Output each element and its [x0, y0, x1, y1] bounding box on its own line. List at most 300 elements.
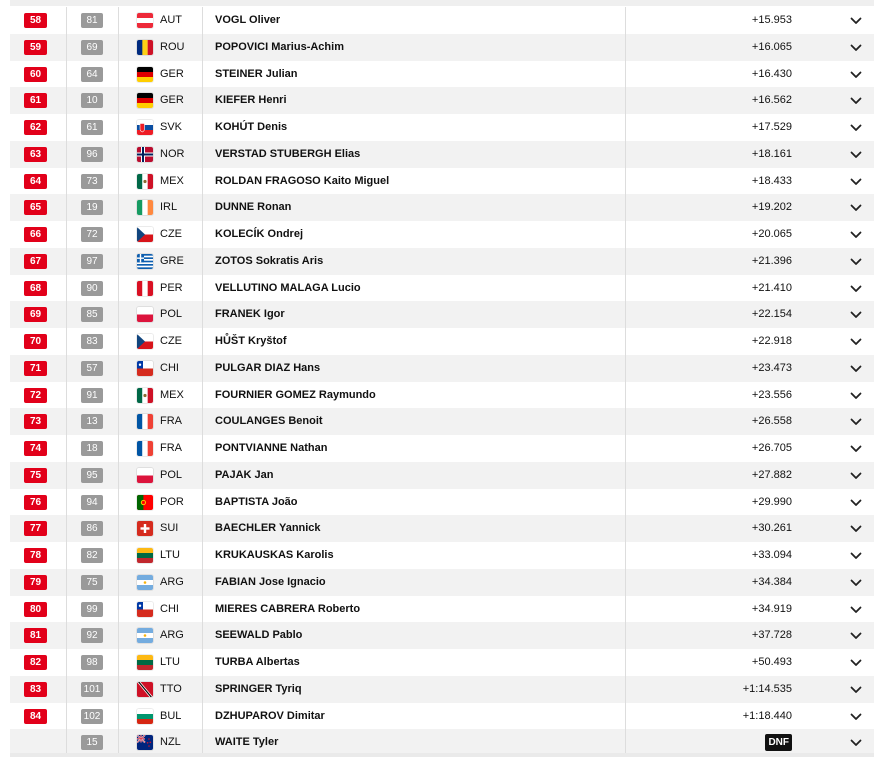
flag-mex-icon	[137, 174, 153, 189]
nation-code: NOR	[160, 147, 185, 160]
column-divider	[118, 596, 119, 623]
athlete-name[interactable]: KOLECÍK Ondrej	[215, 228, 304, 240]
result-row[interactable]	[10, 515, 874, 542]
chevron-down-icon[interactable]	[849, 442, 863, 456]
time-gap: +16.065	[751, 40, 792, 53]
column-divider	[118, 248, 119, 275]
bib-badge: 15	[81, 735, 103, 750]
time-gap: +21.410	[751, 281, 792, 294]
chevron-down-icon[interactable]	[849, 629, 863, 643]
chevron-down-icon[interactable]	[849, 710, 863, 724]
rank-badge: 64	[24, 174, 47, 189]
chevron-down-icon[interactable]	[849, 94, 863, 108]
column-divider	[625, 435, 626, 462]
flag-per-icon	[137, 281, 153, 296]
result-row[interactable]	[10, 275, 874, 302]
column-divider	[66, 596, 67, 623]
column-divider	[66, 569, 67, 596]
column-divider	[118, 194, 119, 221]
column-divider	[202, 141, 203, 168]
chevron-down-icon[interactable]	[849, 469, 863, 483]
bib-badge: 99	[81, 602, 103, 617]
nation-code: BUL	[160, 709, 182, 722]
time-gap: +22.154	[751, 308, 792, 321]
column-divider	[66, 355, 67, 382]
chevron-down-icon[interactable]	[849, 68, 863, 82]
rank-badge: 58	[24, 13, 47, 28]
athlete-name[interactable]: FOURNIER GOMEZ Raymundo	[215, 388, 376, 401]
flag-bul-icon	[137, 709, 153, 724]
nation-code: MEX	[160, 388, 184, 401]
column-divider	[118, 141, 119, 168]
column-divider	[202, 275, 203, 302]
column-divider	[66, 7, 67, 34]
previous-row-edge	[10, 0, 874, 6]
rank-badge: 70	[24, 334, 47, 349]
result-row[interactable]	[10, 248, 874, 275]
column-divider	[118, 462, 119, 489]
chevron-down-icon[interactable]	[849, 41, 863, 55]
result-row[interactable]	[10, 355, 874, 382]
flag-fra-icon	[137, 441, 153, 456]
bib-badge: 91	[81, 388, 103, 403]
column-divider	[118, 435, 119, 462]
column-divider	[118, 676, 119, 703]
nation-code: GER	[160, 94, 184, 107]
rank-badge: 65	[24, 200, 47, 215]
bib-badge: 101	[81, 682, 103, 697]
nation-code: PER	[160, 281, 183, 294]
time-gap: +34.384	[751, 575, 792, 588]
result-row[interactable]	[10, 408, 874, 435]
athlete-name[interactable]: BAPTISTA João	[215, 495, 298, 508]
column-divider	[625, 462, 626, 489]
column-divider	[625, 649, 626, 676]
column-divider	[202, 355, 203, 382]
bib-badge: 97	[81, 254, 103, 269]
athlete-name[interactable]: PAJAK Jan	[215, 468, 274, 481]
column-divider	[118, 649, 119, 676]
result-row[interactable]	[10, 7, 874, 34]
nation-code: CHI	[160, 361, 179, 374]
nation-code: IRL	[160, 201, 178, 214]
bib-badge: 85	[81, 307, 103, 322]
column-divider	[625, 515, 626, 542]
nation-code: NZL	[160, 736, 181, 749]
athlete-name[interactable]: STEINER Julian	[215, 67, 298, 80]
rank-badge: 71	[24, 361, 47, 376]
result-row[interactable]	[10, 676, 874, 703]
athlete-name[interactable]: MIERES CABRERA Roberto	[215, 602, 361, 615]
athlete-name[interactable]: KOHÚT Denis	[215, 121, 288, 133]
athlete-name[interactable]: KRUKAUSKAS Karolis	[215, 549, 334, 561]
chevron-down-icon[interactable]	[849, 549, 863, 563]
column-divider	[66, 87, 67, 114]
flag-pol-icon	[137, 307, 153, 322]
athlete-name[interactable]: FRANEK Igor	[215, 308, 285, 321]
column-divider	[202, 248, 203, 275]
rank-badge: 66	[24, 227, 47, 242]
result-row[interactable]	[10, 168, 874, 195]
column-divider	[202, 382, 203, 409]
rank-badge: 61	[24, 93, 47, 108]
column-divider	[202, 408, 203, 435]
column-divider	[118, 489, 119, 516]
rank-badge: 72	[24, 388, 47, 403]
column-divider	[202, 596, 203, 623]
column-divider	[66, 703, 67, 730]
nation-code: LTU	[160, 549, 180, 561]
bib-badge: 69	[81, 40, 103, 55]
column-divider	[66, 328, 67, 355]
result-row[interactable]	[10, 194, 874, 221]
time-gap: +16.430	[751, 67, 792, 80]
rank-badge: 62	[24, 120, 47, 135]
column-divider	[118, 382, 119, 409]
time-gap: +16.562	[751, 94, 792, 107]
bib-badge: 19	[81, 200, 103, 215]
chevron-down-icon[interactable]	[849, 308, 863, 322]
column-divider	[625, 221, 626, 248]
bib-badge: 61	[81, 120, 103, 135]
flag-svk-icon	[137, 120, 153, 135]
time-gap: +18.433	[751, 174, 792, 187]
column-divider	[625, 114, 626, 141]
column-divider	[625, 542, 626, 569]
flag-arg-icon	[137, 575, 153, 590]
column-divider	[202, 489, 203, 516]
nation-code: CZE	[160, 335, 182, 347]
column-divider	[118, 221, 119, 248]
athlete-name[interactable]: WAITE Tyler	[215, 736, 279, 749]
column-divider	[118, 275, 119, 302]
table-bottom-edge	[10, 753, 874, 757]
rank-badge: 78	[24, 548, 47, 563]
column-divider	[66, 408, 67, 435]
bib-badge: 57	[81, 361, 103, 376]
column-divider	[202, 328, 203, 355]
column-divider	[625, 301, 626, 328]
result-row[interactable]	[10, 489, 874, 516]
result-row[interactable]	[10, 435, 874, 462]
bib-badge: 72	[81, 227, 103, 242]
bib-badge: 90	[81, 281, 103, 296]
time-gap: +22.918	[751, 335, 792, 347]
athlete-name[interactable]: VOGL Oliver	[215, 14, 281, 26]
chevron-down-icon[interactable]	[849, 683, 863, 697]
flag-ltu-icon	[137, 548, 153, 563]
athlete-name[interactable]: PONTVIANNE Nathan	[215, 442, 328, 454]
column-divider	[202, 168, 203, 195]
flag-gre-icon	[137, 254, 153, 269]
column-divider	[118, 61, 119, 88]
column-divider	[66, 515, 67, 542]
column-divider	[118, 114, 119, 141]
athlete-name[interactable]: POPOVICI Marius-Achim	[215, 40, 344, 53]
column-divider	[66, 649, 67, 676]
time-gap: +20.065	[751, 228, 792, 240]
flag-cze-icon	[137, 334, 153, 349]
bib-badge: 92	[81, 628, 103, 643]
chevron-down-icon[interactable]	[849, 603, 863, 617]
athlete-name[interactable]: ZOTOS Sokratis Aris	[215, 254, 324, 267]
result-row[interactable]	[10, 649, 874, 676]
column-divider	[66, 248, 67, 275]
chevron-down-icon[interactable]	[849, 415, 863, 429]
flag-ger-icon	[137, 93, 153, 108]
athlete-name[interactable]: BAECHLER Yannick	[215, 522, 321, 535]
column-divider	[202, 34, 203, 61]
column-divider	[66, 34, 67, 61]
nation-code: GER	[160, 67, 184, 80]
flag-mex-icon	[137, 388, 153, 403]
flag-cze-icon	[137, 227, 153, 242]
rank-badge: 81	[24, 628, 47, 643]
nation-code: SUI	[160, 522, 179, 535]
chevron-down-icon[interactable]	[849, 736, 863, 750]
nation-code: TTO	[160, 682, 182, 695]
column-divider	[118, 569, 119, 596]
chevron-down-icon[interactable]	[849, 522, 863, 536]
time-gap: +26.705	[751, 442, 792, 454]
bib-badge: 86	[81, 521, 103, 536]
athlete-name[interactable]: DUNNE Ronan	[215, 201, 292, 214]
column-divider	[202, 703, 203, 730]
bib-badge: 83	[81, 334, 103, 349]
column-divider	[118, 301, 119, 328]
column-divider	[625, 34, 626, 61]
time-gap: +30.261	[751, 522, 792, 535]
chevron-down-icon[interactable]	[849, 496, 863, 510]
flag-fra-icon	[137, 414, 153, 429]
flag-ger-icon	[137, 67, 153, 82]
rank-badge: 76	[24, 495, 47, 510]
chevron-down-icon[interactable]	[849, 121, 863, 135]
flag-irl-icon	[137, 200, 153, 215]
column-divider	[625, 703, 626, 730]
time-gap: +50.493	[751, 656, 792, 668]
bib-badge: 102	[81, 709, 103, 724]
chevron-down-icon[interactable]	[849, 148, 863, 162]
athlete-name[interactable]: PULGAR DIAZ Hans	[215, 361, 321, 374]
column-divider	[625, 569, 626, 596]
column-divider	[66, 168, 67, 195]
nation-code: POL	[160, 308, 183, 321]
column-divider	[202, 676, 203, 703]
athlete-name[interactable]: SPRINGER Tyriq	[215, 682, 302, 695]
column-divider	[625, 328, 626, 355]
chevron-down-icon[interactable]	[849, 175, 863, 189]
column-divider	[202, 622, 203, 649]
time-gap: +21.396	[751, 254, 792, 267]
chevron-down-icon[interactable]	[849, 282, 863, 296]
column-divider	[202, 61, 203, 88]
result-row[interactable]	[10, 462, 874, 489]
nation-code: POR	[160, 495, 184, 508]
column-divider	[118, 703, 119, 730]
column-divider	[118, 408, 119, 435]
chevron-down-icon[interactable]	[849, 656, 863, 670]
column-divider	[118, 87, 119, 114]
column-divider	[66, 676, 67, 703]
nation-code: FRA	[160, 415, 182, 428]
athlete-name[interactable]: TURBA Albertas	[215, 656, 300, 668]
column-divider	[66, 221, 67, 248]
athlete-name[interactable]: VERSTAD STUBERGH Elias	[215, 147, 361, 160]
time-gap: +17.529	[751, 121, 792, 133]
column-divider	[118, 34, 119, 61]
flag-arg-icon	[137, 628, 153, 643]
result-row[interactable]	[10, 382, 874, 409]
nation-code: AUT	[160, 14, 182, 26]
rank-badge: 73	[24, 414, 47, 429]
flag-ltu-icon	[137, 655, 153, 670]
chevron-down-icon[interactable]	[849, 228, 863, 242]
result-row[interactable]	[10, 622, 874, 649]
status-badge: DNF	[765, 734, 792, 751]
column-divider	[118, 328, 119, 355]
bib-badge: 96	[81, 147, 103, 162]
rank-badge: 77	[24, 521, 47, 536]
nation-code: ARG	[160, 575, 184, 588]
column-divider	[118, 542, 119, 569]
column-divider	[625, 248, 626, 275]
result-row[interactable]	[10, 114, 874, 141]
flag-chi-icon	[137, 361, 153, 376]
column-divider	[66, 382, 67, 409]
column-divider	[202, 7, 203, 34]
chevron-down-icon[interactable]	[849, 362, 863, 376]
flag-rou-icon	[137, 40, 153, 55]
athlete-name[interactable]: SEEWALD Pablo	[215, 629, 303, 642]
bib-badge: 82	[81, 548, 103, 563]
nation-code: ARG	[160, 629, 184, 642]
bib-badge: 98	[81, 655, 103, 670]
column-divider	[625, 355, 626, 382]
column-divider	[625, 676, 626, 703]
rank-badge: 59	[24, 40, 47, 55]
athlete-name[interactable]: HŮŠT Kryštof	[215, 335, 287, 347]
nation-code: ROU	[160, 40, 185, 53]
bib-badge: 81	[81, 13, 103, 28]
rank-badge: 74	[24, 441, 47, 456]
chevron-down-icon[interactable]	[849, 335, 863, 349]
time-gap: +1:14.535	[742, 682, 792, 695]
rank-badge: 75	[24, 468, 47, 483]
column-divider	[118, 515, 119, 542]
time-gap: +34.919	[751, 602, 792, 615]
bib-badge: 73	[81, 174, 103, 189]
result-row[interactable]	[10, 221, 874, 248]
column-divider	[625, 596, 626, 623]
result-row[interactable]	[10, 87, 874, 114]
result-row[interactable]	[10, 61, 874, 88]
flag-tto-icon	[137, 682, 153, 697]
flag-pol-icon	[137, 468, 153, 483]
column-divider	[202, 114, 203, 141]
athlete-name[interactable]: VELLUTINO MALAGA Lucio	[215, 281, 361, 294]
column-divider	[66, 61, 67, 88]
column-divider	[66, 462, 67, 489]
nation-code: SVK	[160, 121, 183, 133]
column-divider	[66, 194, 67, 221]
nation-code: POL	[160, 468, 183, 481]
bib-badge: 13	[81, 414, 103, 429]
rank-badge: 69	[24, 307, 47, 322]
column-divider	[66, 435, 67, 462]
column-divider	[625, 168, 626, 195]
column-divider	[625, 7, 626, 34]
column-divider	[202, 569, 203, 596]
column-divider	[625, 141, 626, 168]
column-divider	[625, 382, 626, 409]
result-row[interactable]	[10, 596, 874, 623]
result-row[interactable]	[10, 569, 874, 596]
nation-code: CZE	[160, 228, 182, 240]
chevron-down-icon[interactable]	[849, 576, 863, 590]
column-divider	[118, 622, 119, 649]
chevron-down-icon[interactable]	[849, 201, 863, 215]
chevron-down-icon[interactable]	[849, 389, 863, 403]
column-divider	[202, 435, 203, 462]
bib-badge: 10	[81, 93, 103, 108]
column-divider	[118, 168, 119, 195]
rank-badge: 60	[24, 67, 47, 82]
athlete-name[interactable]: FABIAN Jose Ignacio	[215, 575, 326, 588]
rank-badge: 84	[24, 709, 47, 724]
nation-code: CHI	[160, 602, 179, 615]
flag-sui-icon	[137, 521, 153, 536]
flag-nzl-icon	[137, 735, 153, 750]
flag-nor-icon	[137, 147, 153, 162]
flag-chi-icon	[137, 602, 153, 617]
column-divider	[202, 301, 203, 328]
column-divider	[625, 408, 626, 435]
rank-badge: 63	[24, 147, 47, 162]
column-divider	[66, 489, 67, 516]
column-divider	[66, 622, 67, 649]
athlete-name[interactable]: KIEFER Henri	[215, 94, 287, 107]
flag-aut-icon	[137, 13, 153, 28]
column-divider	[625, 275, 626, 302]
athlete-name[interactable]: ROLDAN FRAGOSO Kaito Miguel	[215, 174, 390, 187]
column-divider	[202, 87, 203, 114]
time-gap: +26.558	[751, 415, 792, 428]
nation-code: FRA	[160, 442, 182, 454]
bib-badge: 18	[81, 441, 103, 456]
bib-badge: 94	[81, 495, 103, 510]
column-divider	[66, 542, 67, 569]
rank-badge: 68	[24, 281, 47, 296]
column-divider	[66, 141, 67, 168]
result-row[interactable]	[10, 703, 874, 730]
chevron-down-icon[interactable]	[849, 255, 863, 269]
column-divider	[66, 275, 67, 302]
rank-badge: 83	[24, 682, 47, 697]
athlete-name[interactable]: COULANGES Benoit	[215, 415, 323, 428]
rank-badge: 79	[24, 575, 47, 590]
result-row[interactable]	[10, 328, 874, 355]
chevron-down-icon[interactable]	[849, 14, 863, 28]
athlete-name[interactable]: DZHUPAROV Dimitar	[215, 709, 325, 722]
result-row[interactable]	[10, 141, 874, 168]
column-divider	[625, 194, 626, 221]
rank-badge: 67	[24, 254, 47, 269]
result-row[interactable]	[10, 34, 874, 61]
result-row[interactable]	[10, 542, 874, 569]
result-row[interactable]	[10, 301, 874, 328]
bib-badge: 75	[81, 575, 103, 590]
